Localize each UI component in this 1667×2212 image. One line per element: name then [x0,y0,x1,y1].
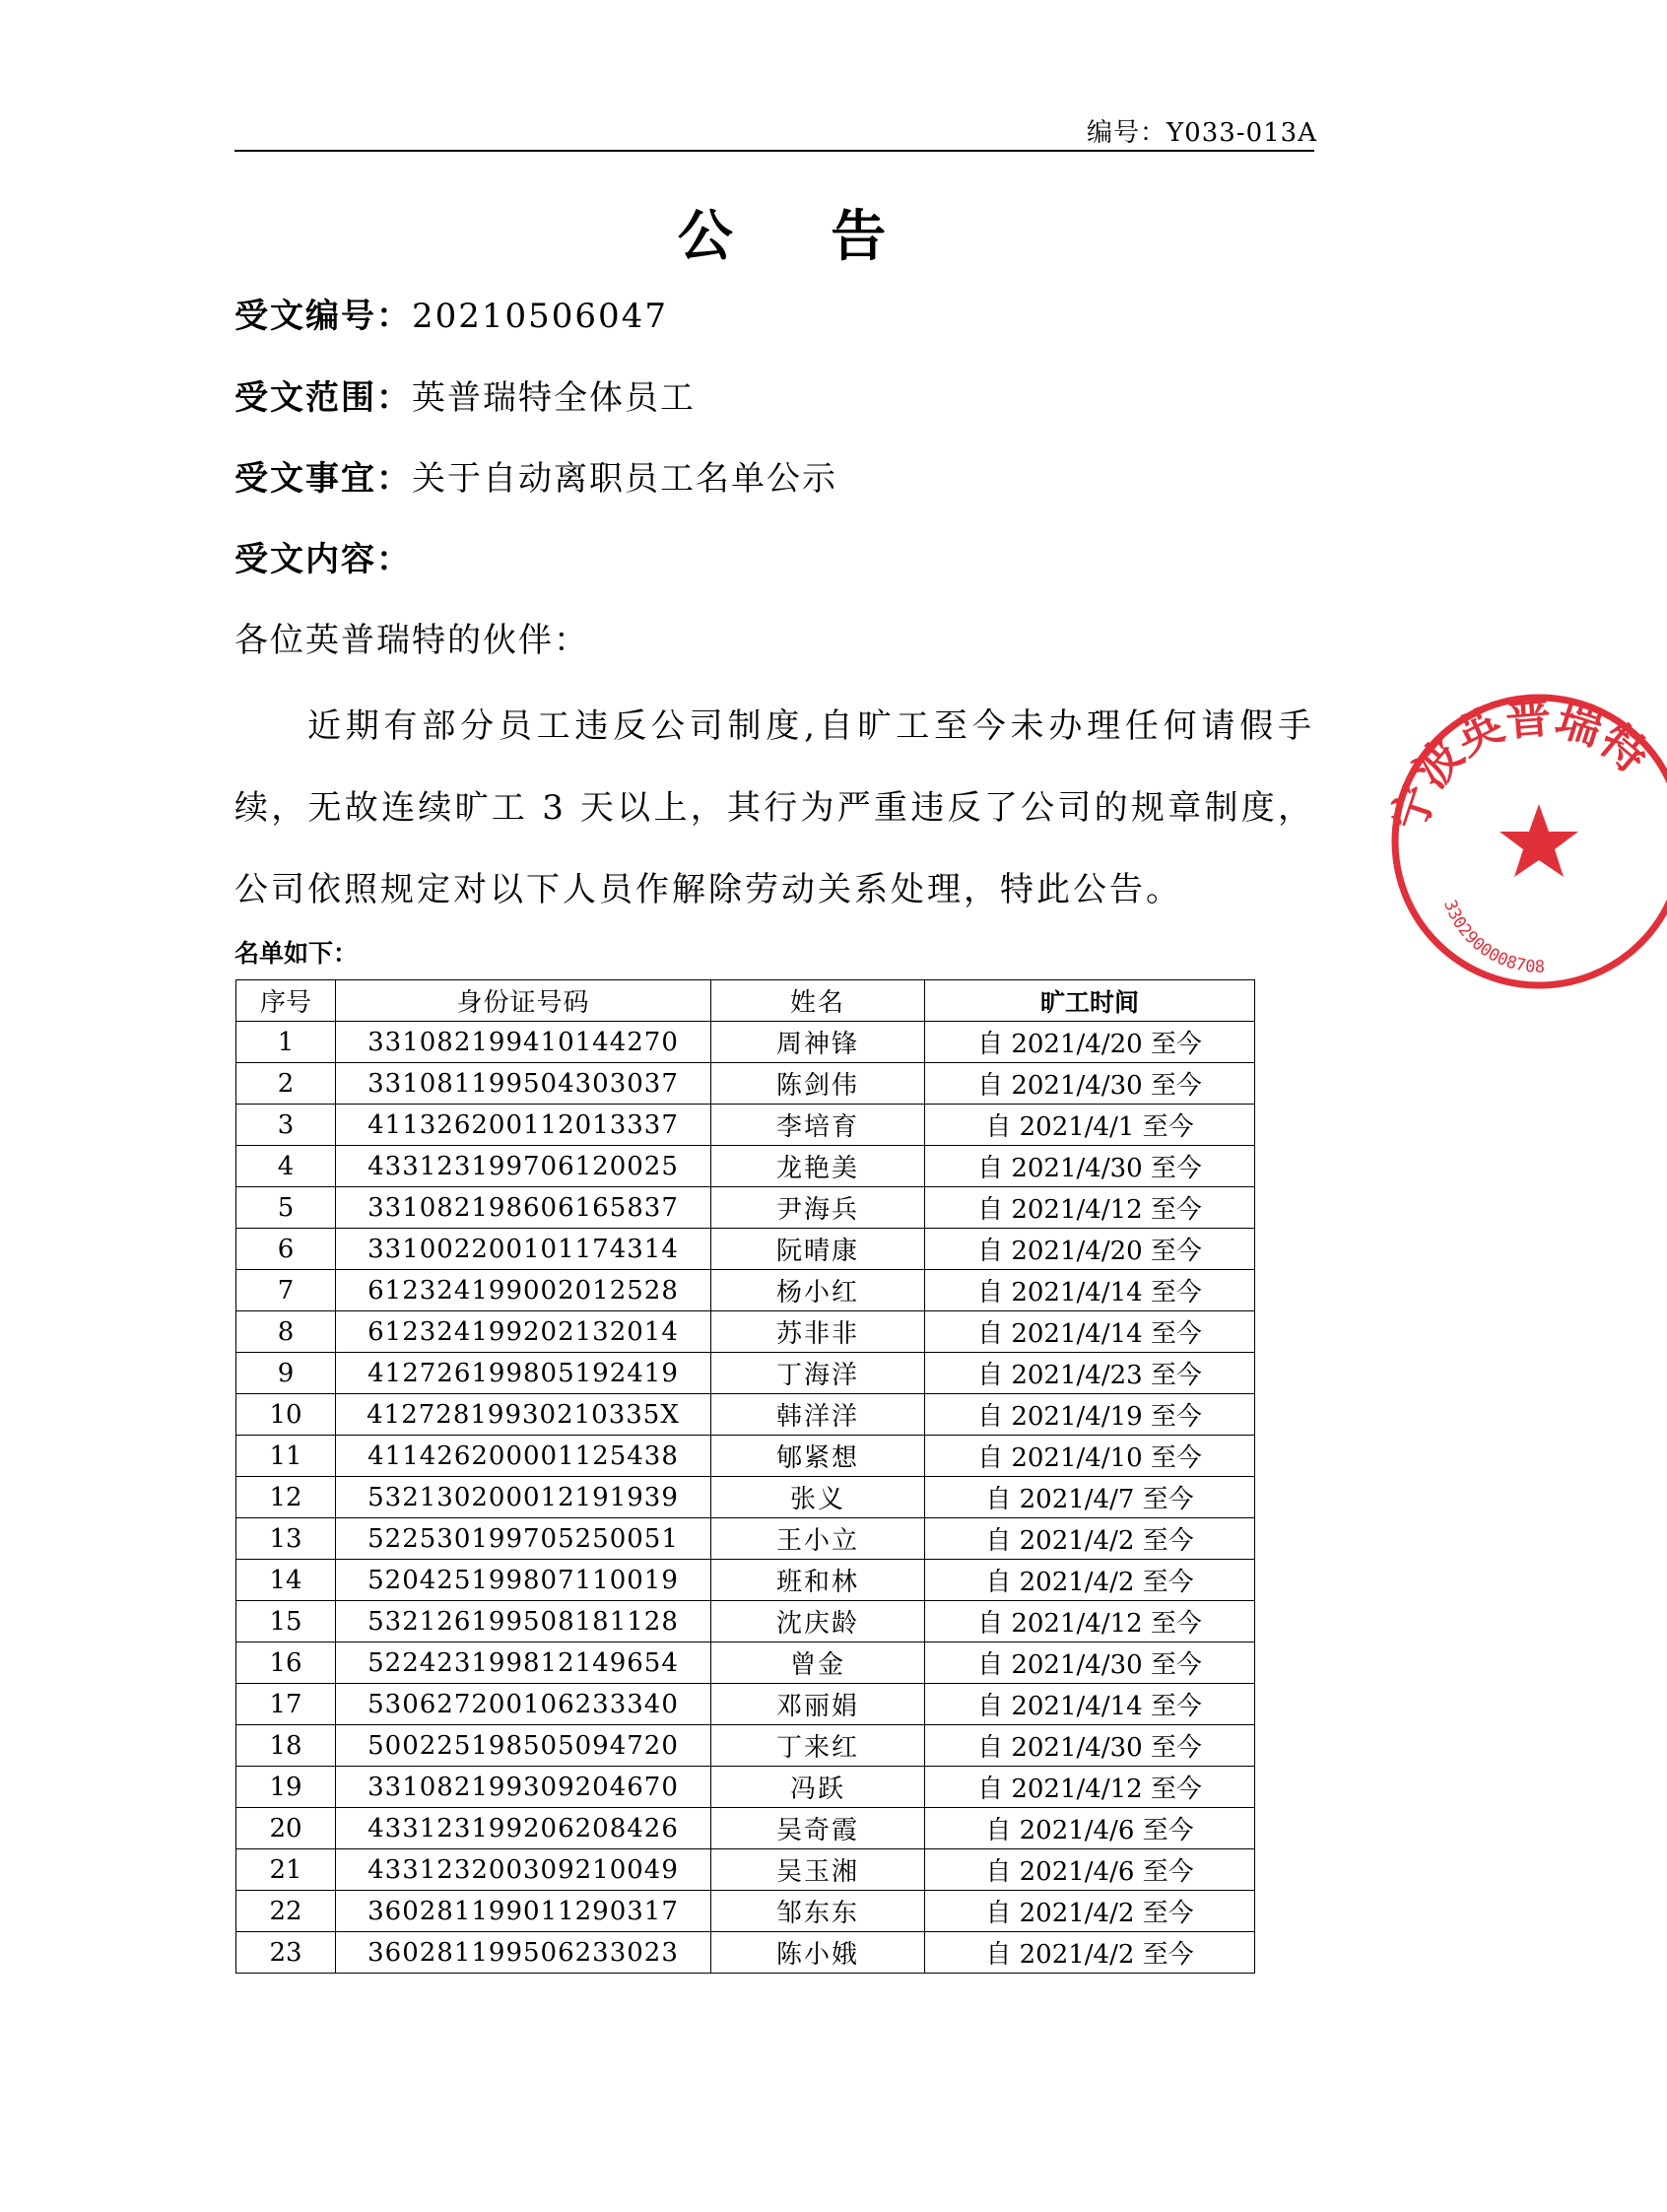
greeting: 各位英普瑞特的伙伴： [234,621,589,660]
cell-seq: 9 [236,1353,336,1394]
cell-name: 李培育 [711,1105,925,1146]
table-header-row [236,980,1255,1022]
cell-absence-time: 自 2021/4/30 至今 [925,1642,1255,1684]
cell-seq: 10 [236,1394,336,1436]
cell-seq: 14 [236,1560,336,1601]
cell-name: 陈剑伟 [711,1063,925,1105]
seal-number: 3302900008708 [1439,897,1546,977]
cell-absence-time: 自 2021/4/6 至今 [925,1808,1255,1849]
cell-name: 龙艳美 [711,1146,925,1187]
cell-name: 郇紧想 [711,1436,925,1477]
cell-seq: 15 [236,1601,336,1642]
cell-name: 邓丽娟 [711,1684,925,1725]
cell-name: 苏非非 [711,1311,925,1353]
cell-id-number: 331082199309204670 [336,1767,711,1808]
cell-absence-time: 自 2021/4/14 至今 [925,1684,1255,1725]
table-row [236,1146,1255,1187]
cell-id-number: 530627200106233340 [336,1684,711,1725]
cell-absence-time: 自 2021/4/20 至今 [925,1022,1255,1063]
cell-absence-time: 自 2021/4/7 至今 [925,1477,1255,1518]
cell-name: 阮晴康 [711,1229,925,1270]
cell-id-number: 500225198505094720 [336,1725,711,1767]
cell-name: 韩洋洋 [711,1394,925,1436]
cell-id-number: 522530199705250051 [336,1518,711,1560]
cell-name: 周神锋 [711,1022,925,1063]
cell-id-number: 331082198606165837 [336,1187,711,1229]
cell-absence-time: 自 2021/4/14 至今 [925,1270,1255,1311]
table-row [236,1477,1255,1518]
company-seal [1371,674,1667,1009]
cell-seq: 23 [236,1932,336,1974]
cell-seq: 1 [236,1022,336,1063]
field-subject [234,451,837,500]
cell-seq: 5 [236,1187,336,1229]
cell-absence-time: 自 2021/4/6 至今 [925,1849,1255,1891]
cell-seq: 20 [236,1808,336,1849]
cell-absence-time: 自 2021/4/2 至今 [925,1932,1255,1974]
table-row [236,1518,1255,1560]
table-row [236,1642,1255,1684]
cell-absence-time: 自 2021/4/10 至今 [925,1436,1255,1477]
column-header-name: 姓名 [711,980,925,1022]
table-row [236,1353,1255,1394]
cell-seq: 17 [236,1684,336,1725]
table-row [236,1229,1255,1270]
table-row [236,1767,1255,1808]
cell-name: 杨小红 [711,1270,925,1311]
cell-name: 张义 [711,1477,925,1518]
column-header-seq: 序号 [236,980,336,1022]
cell-absence-time: 自 2021/4/30 至今 [925,1063,1255,1105]
cell-name: 吴玉湘 [711,1849,925,1891]
table-row [236,1311,1255,1353]
cell-seq: 11 [236,1436,336,1477]
table-row [236,1063,1255,1105]
cell-id-number: 532126199508181128 [336,1601,711,1642]
field-label: 受文事宜： [234,459,412,499]
cell-id-number: 331002200101174314 [336,1229,711,1270]
cell-id-number: 411326200112013337 [336,1105,711,1146]
document-number: 编号：Y033-013A [1087,118,1317,148]
cell-id-number: 522423199812149654 [336,1642,711,1684]
cell-seq: 8 [236,1311,336,1353]
table-row [236,1932,1255,1974]
list-label: 名单如下： [234,939,359,968]
cell-absence-time: 自 2021/4/12 至今 [925,1767,1255,1808]
table-row [236,1601,1255,1642]
table-row [236,1270,1255,1311]
table-row [236,1808,1255,1849]
seal-text: 宁波英普瑞特 [1380,689,1659,838]
cell-name: 班和林 [711,1560,925,1601]
announcement-body: 近期有部分员工违反公司制度,自旷工至今未办理任何请假手续，无故连续旷工 3 天以上，其行为严重违反了公司的规章制度，公司依照规定对以下人员作解除劳动关系处理，特此公告。 [234,706,1314,909]
cell-id-number: 612324199002012528 [336,1270,711,1311]
table-row [236,1560,1255,1601]
cell-name: 曾金 [711,1642,925,1684]
cell-id-number: 433123199206208426 [336,1808,711,1849]
field-value: 关于自动离职员工名单公示 [412,459,837,499]
cell-id-number: 360281199506233023 [336,1932,711,1974]
field-label: 受文编号： [234,297,412,336]
cell-name: 王小立 [711,1518,925,1560]
cell-name: 冯跃 [711,1767,925,1808]
cell-absence-time: 自 2021/4/14 至今 [925,1311,1255,1353]
cell-seq: 13 [236,1518,336,1560]
field-content [234,532,412,580]
cell-id-number: 331081199504303037 [336,1063,711,1105]
cell-absence-time: 自 2021/4/12 至今 [925,1187,1255,1229]
cell-seq: 19 [236,1767,336,1808]
cell-id-number: 433123200309210049 [336,1849,711,1891]
cell-absence-time: 自 2021/4/23 至今 [925,1353,1255,1394]
cell-absence-time: 自 2021/4/1 至今 [925,1105,1255,1146]
cell-seq: 21 [236,1849,336,1891]
field-scope [234,370,696,419]
header-divider [234,150,1314,152]
cell-id-number: 612324199202132014 [336,1311,711,1353]
field-value: 20210506047 [412,297,668,336]
field-label: 受文内容： [234,540,412,579]
cell-absence-time: 自 2021/4/2 至今 [925,1518,1255,1560]
cell-seq: 22 [236,1891,336,1932]
cell-absence-time: 自 2021/4/2 至今 [925,1891,1255,1932]
cell-seq: 3 [236,1105,336,1146]
table-row [236,1684,1255,1725]
column-header-time: 旷工时间 [925,980,1255,1022]
cell-name: 丁来红 [711,1725,925,1767]
cell-id-number: 411426200001125438 [336,1436,711,1477]
cell-seq: 7 [236,1270,336,1311]
cell-name: 沈庆龄 [711,1601,925,1642]
cell-id-number: 331082199410144270 [336,1022,711,1063]
cell-absence-time: 自 2021/4/20 至今 [925,1229,1255,1270]
cell-id-number: 433123199706120025 [336,1146,711,1187]
column-header-id: 身份证号码 [336,980,711,1022]
table-row [236,1436,1255,1477]
table-row [236,1022,1255,1063]
cell-id-number: 360281199011290317 [336,1891,711,1932]
seal-star-icon [1500,804,1578,877]
field-label: 受文范围： [234,378,412,418]
table-row [236,1849,1255,1891]
table-body [236,1022,1255,1974]
cell-id-number: 412726199805192419 [336,1353,711,1394]
cell-seq: 16 [236,1642,336,1684]
cell-name: 邹东东 [711,1891,925,1932]
cell-name: 陈小娥 [711,1932,925,1974]
dismissal-table [235,979,1255,1974]
cell-name: 吴奇霞 [711,1808,925,1849]
table-row [236,1105,1255,1146]
field-value: 英普瑞特全体员工 [412,378,696,418]
cell-absence-time: 自 2021/4/12 至今 [925,1601,1255,1642]
cell-id-number: 532130200012191939 [336,1477,711,1518]
cell-seq: 2 [236,1063,336,1105]
cell-absence-time: 自 2021/4/19 至今 [925,1394,1255,1436]
cell-seq: 4 [236,1146,336,1187]
table-row [236,1187,1255,1229]
cell-name: 尹海兵 [711,1187,925,1229]
cell-seq: 12 [236,1477,336,1518]
cell-seq: 6 [236,1229,336,1270]
cell-absence-time: 自 2021/4/2 至今 [925,1560,1255,1601]
table-row [236,1725,1255,1767]
cell-id-number: 41272819930210335X [336,1394,711,1436]
page-title: 公 告 [677,205,926,269]
cell-absence-time: 自 2021/4/30 至今 [925,1725,1255,1767]
cell-id-number: 520425199807110019 [336,1560,711,1601]
cell-seq: 18 [236,1725,336,1767]
cell-absence-time: 自 2021/4/30 至今 [925,1146,1255,1187]
table-row [236,1891,1255,1932]
field-receipt-number [234,289,668,337]
table-row [236,1394,1255,1436]
cell-name: 丁海洋 [711,1353,925,1394]
